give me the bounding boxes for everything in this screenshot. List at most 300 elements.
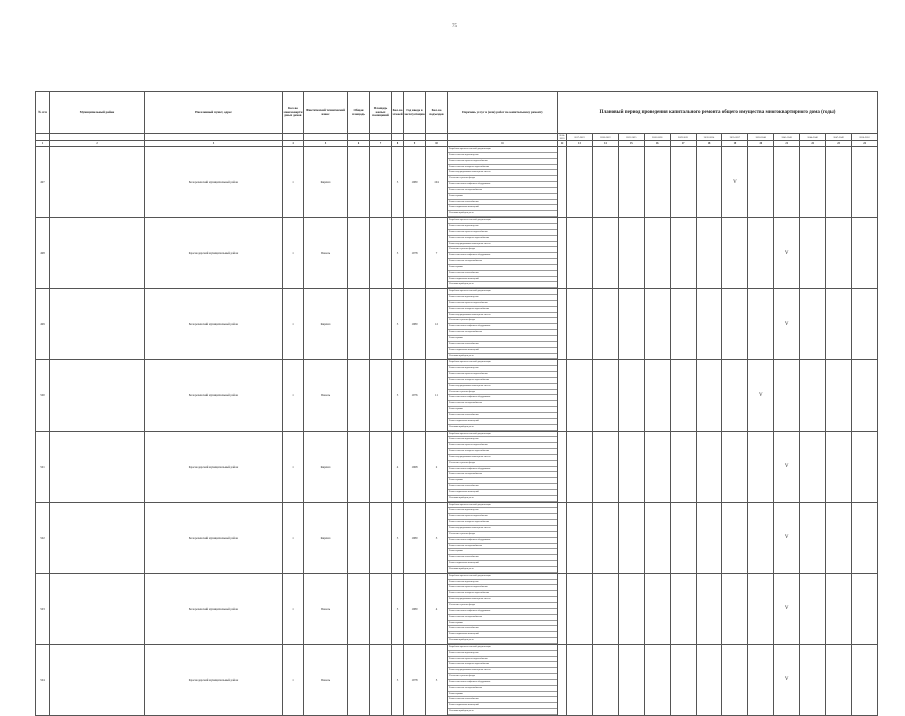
cell-year: 1978 [404, 218, 426, 289]
year-mark-cell [592, 573, 618, 644]
cell-count: 1 [283, 218, 304, 289]
work-item: Разработка проектно-сметной документации [448, 218, 557, 224]
checkmark: V [784, 250, 789, 256]
cell-entrances: 7 [426, 218, 448, 289]
work-item: Установка приборов учета [448, 567, 557, 573]
year-mark-cell [851, 147, 877, 218]
year-mark-cell [696, 147, 722, 218]
year-mark-cell [851, 573, 877, 644]
year-mark-cell [644, 573, 670, 644]
cell-floors: 5 [392, 360, 404, 431]
work-item: Утепление и ремонт фасада [448, 318, 557, 324]
works-list-cell [448, 644, 558, 715]
work-item: Ремонт внутридомовых инженерных систем [448, 597, 557, 603]
work-item: Ремонт или замена лифтового оборудования [448, 538, 557, 544]
checkmark: V [784, 535, 789, 541]
year-mark-cell [851, 360, 877, 431]
table-row [36, 644, 878, 715]
cell-locality: Краснодарский муниципальный район [145, 644, 283, 715]
checkmark: V [784, 464, 789, 470]
schedule-table [35, 91, 878, 716]
work-item: Ремонт системы водоотведения [448, 437, 557, 443]
cell-year: 1968 [404, 431, 426, 502]
year-mark-cell [826, 573, 852, 644]
work-item: Ремонт крыши [448, 194, 557, 200]
year-mark-cell [618, 289, 644, 360]
cell-year: 1978 [404, 644, 426, 715]
year-column-header: 2032-2034 [696, 134, 722, 141]
year-mark-cell [800, 360, 826, 431]
works-list-cell [448, 502, 558, 573]
column-number: 24 [851, 141, 877, 147]
work-item: Ремонт подвальных помещений [448, 632, 557, 638]
cell-state: Панель [304, 644, 348, 715]
year-column-header: 2020-2022 [592, 134, 618, 141]
cell-area [348, 502, 370, 573]
year-mark-cell [774, 573, 800, 644]
cell-year: 1980 [404, 502, 426, 573]
year-mark-cell [800, 289, 826, 360]
cell-num: 500 [36, 360, 50, 431]
table-row [36, 502, 878, 573]
cell-area [348, 289, 370, 360]
column-number: 20 [748, 141, 774, 147]
work-item: Утепление и ремонт фасада [448, 176, 557, 182]
work-item: Ремонт внутридомовых инженерных систем [448, 170, 557, 176]
cell-area [348, 573, 370, 644]
cell-count: 1 [283, 573, 304, 644]
column-number: 3 [145, 141, 283, 147]
cell-floors: 4 [392, 431, 404, 502]
cell-state: Панель [304, 218, 348, 289]
year-mark-cell [558, 431, 567, 502]
year-spacer-cell [348, 134, 370, 141]
cell-entrances: 11 [426, 360, 448, 431]
cell-year: 1980 [404, 147, 426, 218]
header-area: Общая площадь [348, 92, 370, 134]
column-number: 13 [567, 141, 593, 147]
work-item: Ремонт подвальных помещений [448, 703, 557, 709]
year-mark-cell [644, 431, 670, 502]
year-mark-cell [567, 431, 593, 502]
year-spacer-cell [392, 134, 404, 141]
work-item: Утепление и ремонт фасада [448, 461, 557, 467]
year-mark-cell [618, 644, 644, 715]
work-item: Ремонт системы горячего водоснабжения [448, 514, 557, 520]
year-mark-cell [826, 431, 852, 502]
year-mark-cell [800, 573, 826, 644]
column-number: 14 [592, 141, 618, 147]
year-mark-cell [558, 644, 567, 715]
capital-repair-table [35, 91, 878, 713]
year-mark-cell [567, 147, 593, 218]
cell-entrances: 5 [426, 644, 448, 715]
work-item: Разработка проектно-сметной документации [448, 645, 557, 651]
cell-municipality [50, 218, 145, 289]
column-number: 11 [448, 141, 558, 147]
work-item: Ремонт системы холодного водоснабжения [448, 165, 557, 171]
cell-year: 1980 [404, 289, 426, 360]
header-floors: Кол-во этажей [392, 92, 404, 134]
work-item: Утепление и ремонт фасада [448, 603, 557, 609]
cell-entrances: 3 [426, 502, 448, 573]
year-mark-cell [644, 289, 670, 360]
year-spacer-cell [404, 134, 426, 141]
cell-locality: Белореченский муниципальный район [145, 289, 283, 360]
page-number: 75 [452, 24, 457, 29]
work-item: Установка приборов учета [448, 425, 557, 431]
cell-locality: Краснодарский муниципальный район [145, 431, 283, 502]
year-mark-cell [567, 502, 593, 573]
year-mark-cell [722, 431, 748, 502]
cell-res-area [370, 289, 392, 360]
cell-num: 497 [36, 147, 50, 218]
year-mark-cell [722, 147, 748, 218]
year-column-header: 2026-2028 [644, 134, 670, 141]
year-mark-cell [618, 147, 644, 218]
work-item: Ремонт системы газоснабжения [448, 484, 557, 490]
table-row [36, 147, 878, 218]
work-item: Ремонт крыши [448, 692, 557, 698]
year-column-header: 2014-2016 [559, 134, 565, 140]
work-item: Разработка проектно-сметной документации [448, 289, 557, 295]
works-list-cell [448, 289, 558, 360]
cell-state: Кирпич [304, 289, 348, 360]
year-mark-cell [851, 289, 877, 360]
year-mark-cell [567, 218, 593, 289]
work-item: Утепление и ремонт фасада [448, 390, 557, 396]
year-mark-cell [670, 289, 696, 360]
column-number: 7 [370, 141, 392, 147]
work-item: Ремонт системы горячего водоснабжения [448, 372, 557, 378]
year-column-header: 2050-2052 [851, 134, 877, 141]
year-mark-cell [696, 431, 722, 502]
cell-num: 503 [36, 573, 50, 644]
header-period-title: Плановый период проведения капитального ремонта общего имущества многоквартирного дома (годы) [558, 92, 878, 134]
year-mark-cell [696, 573, 722, 644]
work-item: Ремонт внутридомовых инженерных систем [448, 526, 557, 532]
work-item: Разработка проектно-сметной документации [448, 432, 557, 438]
year-mark-cell [696, 644, 722, 715]
column-number: 6 [348, 141, 370, 147]
cell-count: 1 [283, 644, 304, 715]
year-column-header: 2044-2046 [800, 134, 826, 141]
cell-entrances: 4 [426, 573, 448, 644]
work-item: Ремонт системы горячего водоснабжения [448, 443, 557, 449]
work-item: Ремонт системы газоснабжения [448, 200, 557, 206]
work-item: Ремонт крыши [448, 265, 557, 271]
work-item: Ремонт подвальных помещений [448, 348, 557, 354]
header-locality: Населенный пункт, адрес [145, 92, 283, 134]
year-mark-cell [696, 218, 722, 289]
header-row [36, 92, 878, 134]
work-item: Установка приборов учета [448, 496, 557, 502]
year-mark-cell [696, 360, 722, 431]
cell-num: 504 [36, 644, 50, 715]
work-item: Ремонт подвальных помещений [448, 561, 557, 567]
year-mark-cell [826, 644, 852, 715]
work-item: Установка приборов учета [448, 282, 557, 288]
cell-locality: Белореченский муниципальный район [145, 360, 283, 431]
cell-num: 502 [36, 502, 50, 573]
year-mark-cell [851, 431, 877, 502]
work-item: Ремонт системы холодного водоснабжения [448, 307, 557, 313]
header-municipality: Муниципальный район [50, 92, 145, 134]
work-item: Ремонт или замена лифтового оборудования [448, 324, 557, 330]
cell-locality: Краснодарский муниципальный район [145, 218, 283, 289]
cell-floors: 5 [392, 644, 404, 715]
work-item: Ремонт системы холодного водоснабжения [448, 591, 557, 597]
cell-state: Кирпич [304, 502, 348, 573]
cell-area [348, 218, 370, 289]
year-mark-cell [558, 573, 567, 644]
cell-municipality [50, 644, 145, 715]
cell-entrances: 12 [426, 289, 448, 360]
work-item: Ремонт крыши [448, 478, 557, 484]
work-item: Ремонт или замена лифтового оборудования [448, 680, 557, 686]
year-mark-cell [618, 218, 644, 289]
cell-municipality [50, 573, 145, 644]
year-mark-cell [592, 502, 618, 573]
year-mark-cell [670, 502, 696, 573]
work-item: Ремонт системы горячего водоснабжения [448, 657, 557, 663]
column-number: 4 [283, 141, 304, 147]
work-item: Ремонт крыши [448, 549, 557, 555]
year-mark-cell [592, 289, 618, 360]
work-item: Ремонт системы электроснабжения [448, 330, 557, 336]
year-mark-cell [592, 360, 618, 431]
column-number: 17 [670, 141, 696, 147]
year-column-header: 2038-2040 [748, 134, 774, 141]
column-number: 15 [618, 141, 644, 147]
year-column-header: 2023-2025 [618, 134, 644, 141]
column-number: 8 [392, 141, 404, 147]
work-item: Ремонт системы электроснабжения [448, 401, 557, 407]
work-item: Ремонт внутридомовых инженерных систем [448, 455, 557, 461]
year-mark-cell [748, 360, 774, 431]
works-list-cell [448, 431, 558, 502]
header-num: № п/п [36, 92, 50, 134]
work-item: Разработка проектно-сметной документации [448, 360, 557, 366]
cell-municipality [50, 360, 145, 431]
year-column-header: 2035-2037 [722, 134, 748, 141]
year-mark-cell [558, 147, 567, 218]
work-item: Ремонт системы электроснабжения [448, 472, 557, 478]
year-mark-cell [748, 573, 774, 644]
work-item: Установка приборов учета [448, 211, 557, 217]
year-column-header: 2047-2049 [826, 134, 852, 141]
work-item: Ремонт системы холодного водоснабжения [448, 520, 557, 526]
year-mark-cell [800, 502, 826, 573]
column-number: 5 [304, 141, 348, 147]
cell-count: 1 [283, 502, 304, 573]
year-mark-cell [618, 431, 644, 502]
year-mark-cell [748, 431, 774, 502]
work-item: Ремонт системы холодного водоснабжения [448, 662, 557, 668]
cell-res-area [370, 360, 392, 431]
checkmark: V [784, 677, 789, 683]
year-mark-cell [592, 644, 618, 715]
cell-year: 1980 [404, 573, 426, 644]
works-list-cell [448, 360, 558, 431]
year-mark-cell [644, 147, 670, 218]
year-mark-cell [722, 502, 748, 573]
cell-floors: 5 [392, 573, 404, 644]
column-number: 1 [36, 141, 50, 147]
cell-count: 1 [283, 360, 304, 431]
year-mark-cell [826, 289, 852, 360]
table-row [36, 289, 878, 360]
work-item: Ремонт системы электроснабжения [448, 259, 557, 265]
year-mark-cell [774, 644, 800, 715]
header-works-list: Перечень услуг и (или) работ по капитальному ремонту [448, 92, 558, 134]
column-number: 21 [774, 141, 800, 147]
work-item: Ремонт системы газоснабжения [448, 271, 557, 277]
year-mark-cell [800, 431, 826, 502]
checkmark: V [758, 392, 763, 398]
cell-area [348, 644, 370, 715]
cell-num: 501 [36, 431, 50, 502]
work-item: Ремонт системы водоотведения [448, 153, 557, 159]
year-spacer-cell [304, 134, 348, 141]
year-mark-cell [592, 218, 618, 289]
header-buildings-count: Кол-во многоквартирных домов [283, 92, 304, 134]
cell-res-area [370, 573, 392, 644]
cell-res-area [370, 147, 392, 218]
year-mark-cell [558, 218, 567, 289]
year-mark-cell [670, 644, 696, 715]
year-mark-cell [558, 502, 567, 573]
table-row [36, 431, 878, 502]
year-mark-cell [774, 502, 800, 573]
year-mark-cell [670, 147, 696, 218]
cell-res-area [370, 502, 392, 573]
column-number: 16 [644, 141, 670, 147]
work-item: Ремонт подвальных помещений [448, 277, 557, 283]
work-item: Ремонт системы газоснабжения [448, 555, 557, 561]
year-spacer-cell [448, 134, 558, 141]
work-item: Ремонт системы водоотведения [448, 366, 557, 372]
year-mark-cell [722, 289, 748, 360]
works-list-cell [448, 147, 558, 218]
table-row [36, 218, 878, 289]
header-entrances: Кол-во подъездов [426, 92, 448, 134]
year-mark-cell [670, 360, 696, 431]
cell-floors: 5 [392, 147, 404, 218]
work-item: Ремонт или замена лифтового оборудования [448, 467, 557, 473]
year-mark-cell [826, 218, 852, 289]
year-mark-cell [618, 502, 644, 573]
year-mark-cell [748, 147, 774, 218]
year-mark-cell [558, 360, 567, 431]
work-item: Ремонт системы газоснабжения [448, 413, 557, 419]
cell-municipality [50, 147, 145, 218]
year-mark-cell [851, 218, 877, 289]
year-mark-cell [774, 360, 800, 431]
year-column-header: 2029-2031 [670, 134, 696, 141]
year-spacer-cell [426, 134, 448, 141]
works-list-cell [448, 573, 558, 644]
work-item: Разработка проектно-сметной документации [448, 503, 557, 509]
cell-entrances: 104 [426, 147, 448, 218]
year-mark-cell [567, 644, 593, 715]
year-mark-cell [748, 502, 774, 573]
cell-municipality [50, 289, 145, 360]
table-row [36, 360, 878, 431]
cell-state: Кирпич [304, 431, 348, 502]
cell-count: 1 [283, 147, 304, 218]
column-number: 22 [800, 141, 826, 147]
work-item: Ремонт или замена лифтового оборудования [448, 182, 557, 188]
year-mark-cell [774, 431, 800, 502]
checkmark: V [733, 179, 737, 185]
cell-municipality [50, 431, 145, 502]
cell-res-area [370, 431, 392, 502]
year-mark-cell [851, 644, 877, 715]
year-spacer-cell [50, 134, 145, 141]
cell-area [348, 360, 370, 431]
year-mark-cell [722, 573, 748, 644]
work-item: Ремонт системы водоотведения [448, 508, 557, 514]
work-item: Ремонт системы холодного водоснабжения [448, 378, 557, 384]
work-item: Ремонт крыши [448, 407, 557, 413]
year-mark-cell [670, 431, 696, 502]
column-number: 23 [826, 141, 852, 147]
year-mark-cell [558, 289, 567, 360]
year-mark-cell [748, 289, 774, 360]
cell-res-area [370, 218, 392, 289]
year-mark-cell [696, 502, 722, 573]
year-spacer-cell [370, 134, 392, 141]
year-mark-cell [644, 502, 670, 573]
column-number: 19 [722, 141, 748, 147]
work-item: Разработка проектно-сметной документации [448, 574, 557, 580]
table-row [36, 573, 878, 644]
work-item: Ремонт внутридомовых инженерных систем [448, 313, 557, 319]
header-tech-state: Фактический технический износ [304, 92, 348, 134]
cell-locality: Белореченский муниципальный район [145, 573, 283, 644]
cell-num: 498 [36, 218, 50, 289]
work-item: Ремонт подвальных помещений [448, 419, 557, 425]
work-item: Ремонт системы электроснабжения [448, 686, 557, 692]
work-item: Ремонт системы горячего водоснабжения [448, 585, 557, 591]
column-number: 12 [558, 141, 567, 147]
year-spacer-cell [36, 134, 50, 141]
work-item: Установка приборов учета [448, 354, 557, 360]
year-mark-cell [826, 147, 852, 218]
cell-state: Панель [304, 360, 348, 431]
work-item: Ремонт внутридомовых инженерных систем [448, 384, 557, 390]
cell-locality: Белореченский муниципальный район [145, 147, 283, 218]
cell-num: 499 [36, 289, 50, 360]
year-mark-cell [670, 218, 696, 289]
work-item: Ремонт крыши [448, 336, 557, 342]
cell-area [348, 147, 370, 218]
year-mark-cell [800, 218, 826, 289]
year-mark-cell [644, 360, 670, 431]
year-mark-cell [722, 360, 748, 431]
work-item: Ремонт системы водоотведения [448, 224, 557, 230]
year-mark-cell [748, 644, 774, 715]
year-mark-cell [774, 289, 800, 360]
work-item: Ремонт системы водоотведения [448, 580, 557, 586]
year-mark-cell [592, 147, 618, 218]
work-item: Ремонт системы газоснабжения [448, 697, 557, 703]
work-item: Ремонт или замена лифтового оборудования [448, 395, 557, 401]
works-list-cell [448, 218, 558, 289]
years-row [36, 134, 878, 141]
work-item: Ремонт или замена лифтового оборудования [448, 253, 557, 259]
